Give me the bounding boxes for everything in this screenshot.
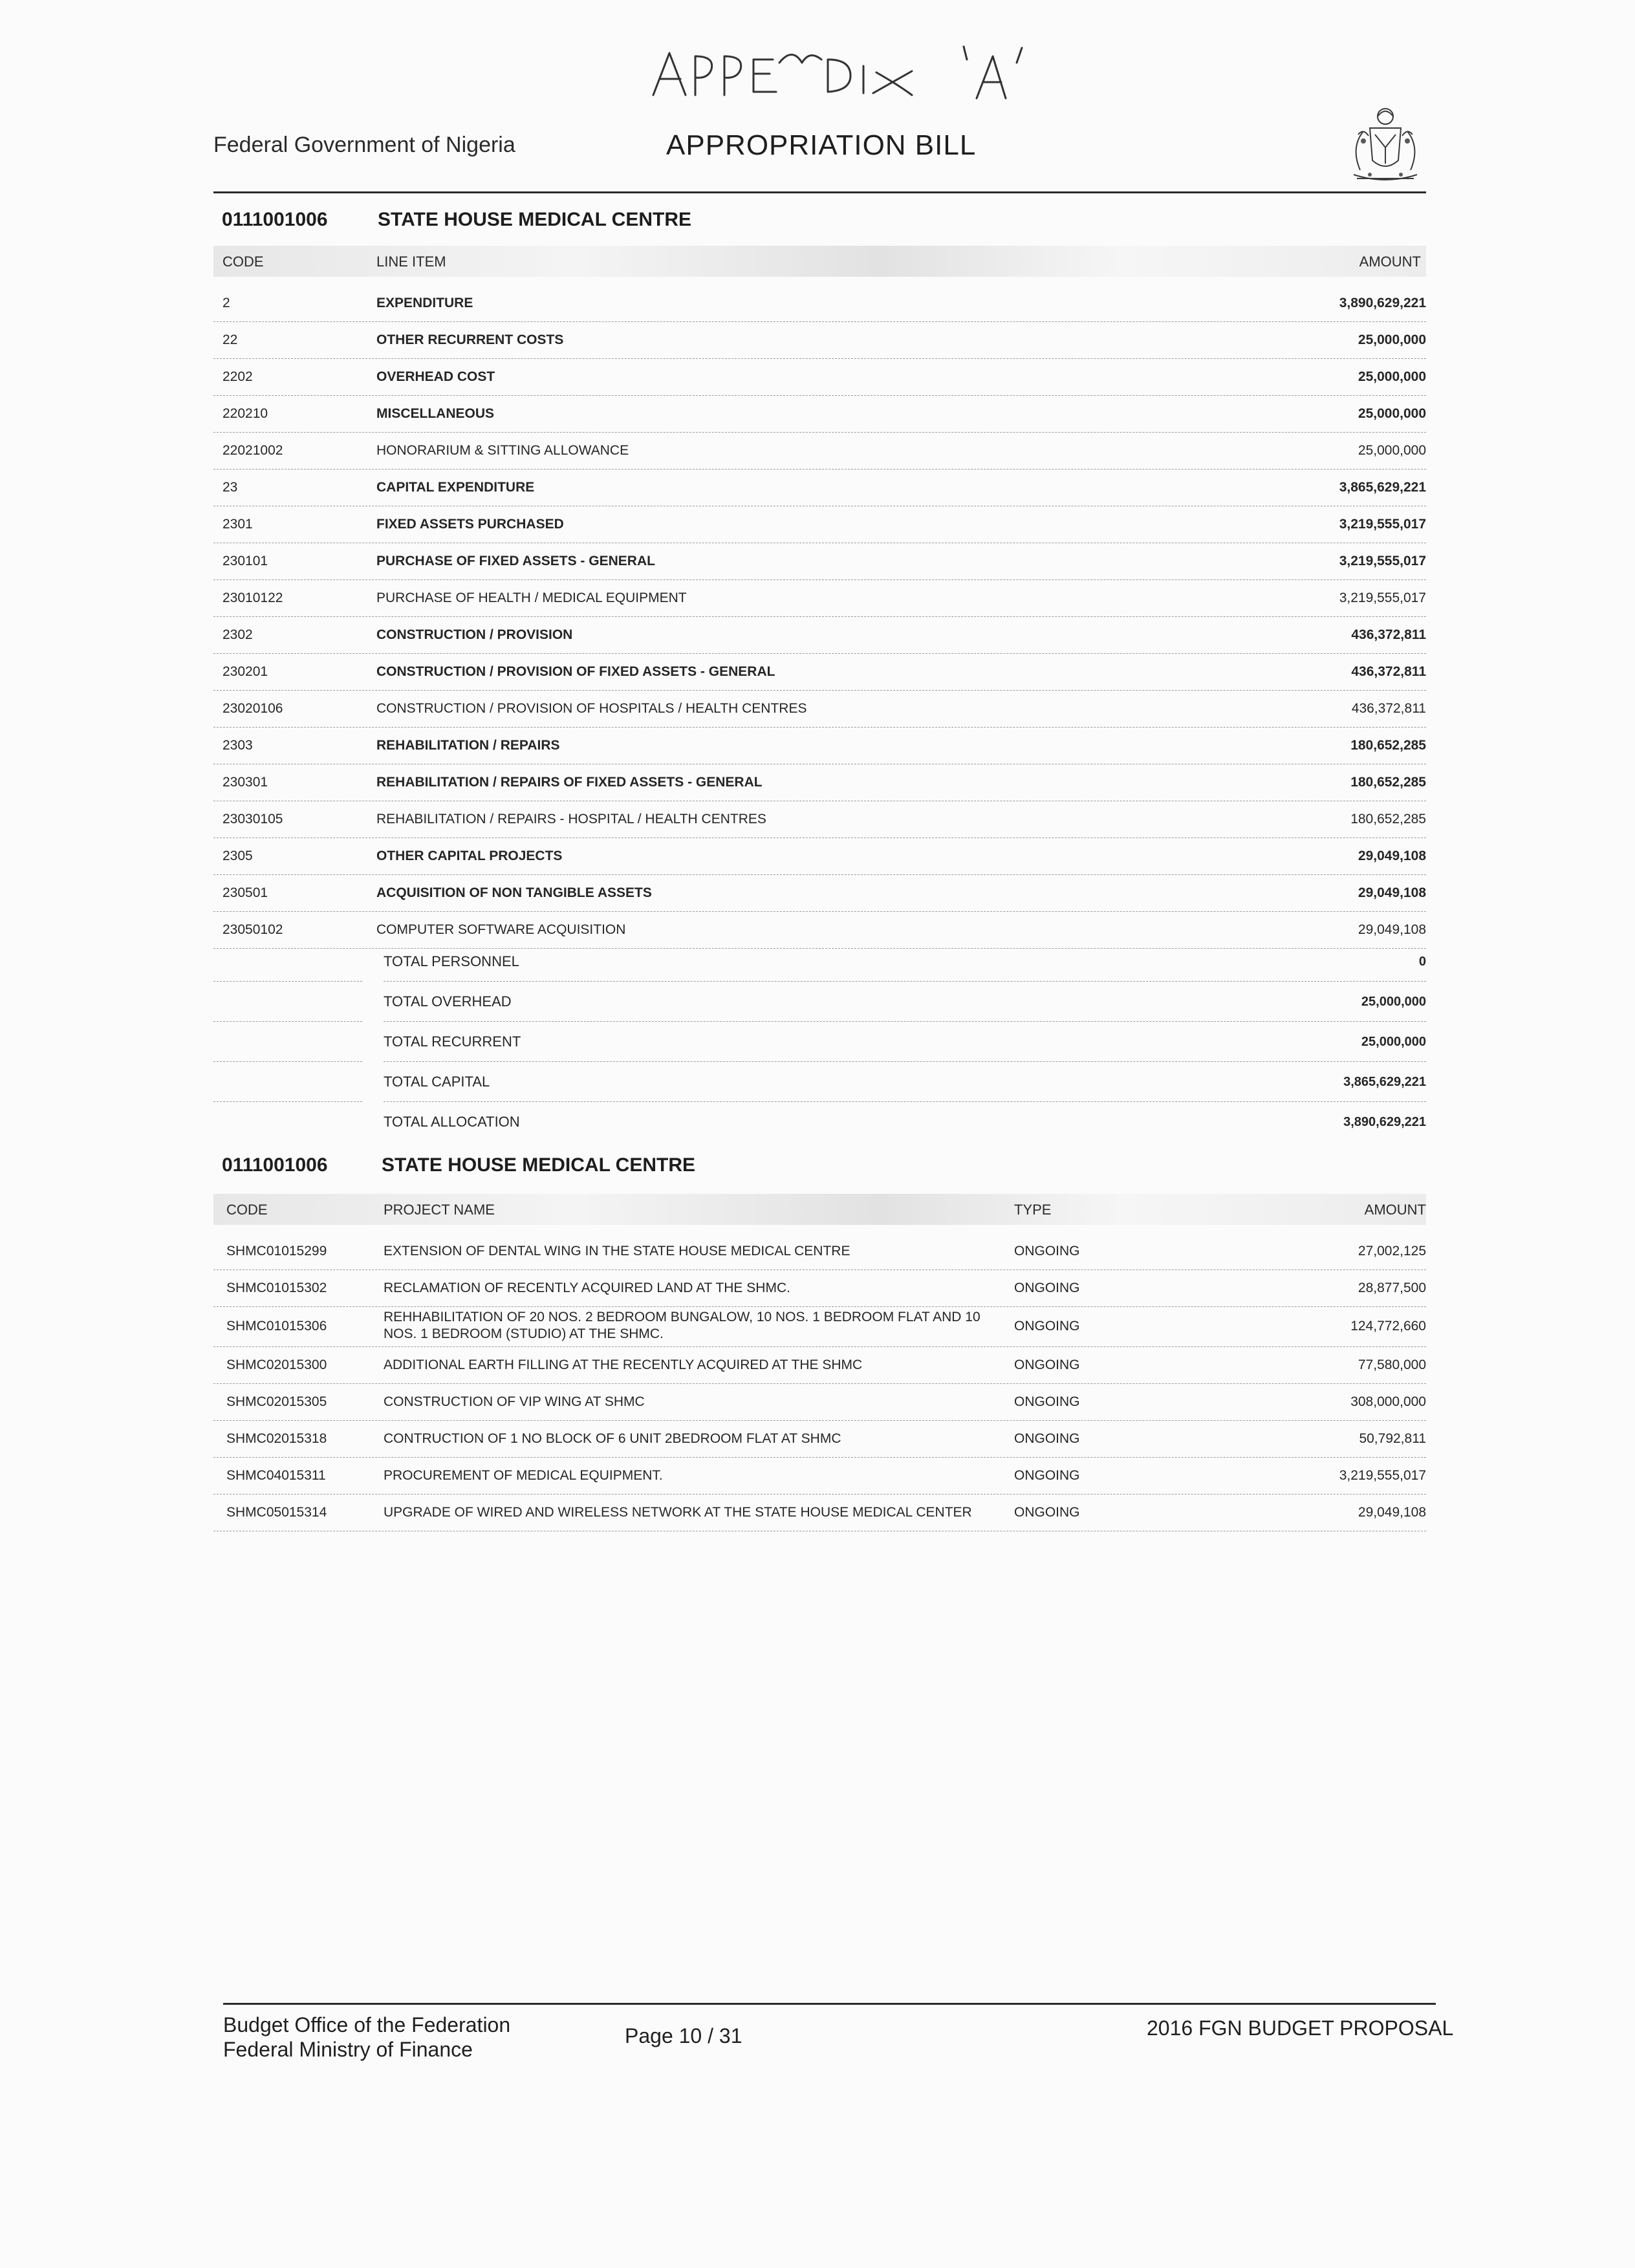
handwritten-appendix-note: [640, 34, 1093, 105]
project-type: ONGOING: [1014, 1280, 1080, 1295]
table-row: [213, 1233, 1426, 1270]
table-row: [213, 321, 1426, 359]
project-code: SHMC01015306: [226, 1319, 327, 1334]
page-title: APPROPRIATION BILL: [666, 129, 977, 161]
row-amount: 180,652,285: [1350, 812, 1426, 826]
project-amount: 3,219,555,017: [1339, 1468, 1426, 1483]
column-header-project-name: PROJECT NAME: [384, 1202, 495, 1218]
government-label: Federal Government of Nigeria: [213, 133, 515, 157]
total-row: [213, 982, 1426, 1022]
row-amount: 25,000,000: [1358, 406, 1426, 421]
row-amount: 3,219,555,017: [1339, 590, 1426, 605]
total-amount: 3,890,629,221: [1343, 1115, 1426, 1129]
project-code: SHMC01015299: [226, 1244, 327, 1258]
total-label: TOTAL PERSONNEL: [384, 953, 519, 969]
row-amount: 436,372,811: [1351, 627, 1426, 642]
row-amount: 29,049,108: [1358, 885, 1426, 900]
row-amount: 3,865,629,221: [1339, 480, 1426, 495]
footer-office-line2: Federal Ministry of Finance: [223, 2038, 473, 2061]
table-row: [213, 469, 1426, 506]
table-row: [213, 1269, 1426, 1307]
row-line-item: CONSTRUCTION / PROVISION OF HOSPITALS / HEALTH CENTRES: [376, 701, 807, 716]
total-row: [213, 942, 1426, 982]
column-header-amount: AMOUNT: [1359, 254, 1421, 270]
row-code: 2: [222, 296, 230, 310]
project-type: ONGOING: [1014, 1244, 1080, 1258]
total-label: TOTAL CAPITAL: [384, 1074, 490, 1090]
row-line-item: PURCHASE OF FIXED ASSETS - GENERAL: [376, 554, 655, 568]
project-name: UPGRADE OF WIRED AND WIRELESS NETWORK AT THE STATE HOUSE MEDICAL CENTER: [384, 1505, 972, 1520]
table-row: [213, 1383, 1426, 1421]
total-amount: 25,000,000: [1361, 995, 1426, 1009]
row-amount: 25,000,000: [1358, 443, 1426, 458]
project-type: ONGOING: [1014, 1319, 1080, 1334]
table-row: [213, 690, 1426, 728]
row-line-item: FIXED ASSETS PURCHASED: [376, 517, 564, 532]
row-code: 2202: [222, 369, 253, 384]
row-code: 230501: [222, 885, 268, 900]
footer-office-line1: Budget Office of the Federation: [223, 2013, 511, 2036]
row-amount: 436,372,811: [1351, 701, 1426, 716]
footer-proposal: 2016 FGN BUDGET PROPOSAL: [1147, 2016, 1454, 2040]
row-line-item: MISCELLANEOUS: [376, 406, 495, 421]
project-name: CONSTRUCTION OF VIP WING AT SHMC: [384, 1394, 645, 1409]
table-row: [213, 837, 1426, 875]
row-line-item: PURCHASE OF HEALTH / MEDICAL EQUIPMENT: [376, 590, 687, 605]
project-amount: 28,877,500: [1358, 1280, 1426, 1295]
total-amount: 25,000,000: [1361, 1035, 1426, 1049]
row-amount: 3,219,555,017: [1339, 554, 1426, 568]
total-amount: 3,865,629,221: [1343, 1075, 1426, 1089]
table-row: [213, 616, 1426, 654]
project-type: ONGOING: [1014, 1431, 1080, 1446]
line-item-table-header: [213, 246, 1426, 277]
total-row: [213, 1062, 1426, 1102]
table-row: [213, 1494, 1426, 1531]
table-row: [213, 1306, 1426, 1347]
row-code: 220210: [222, 406, 268, 421]
column-header-amount: AMOUNT: [1364, 1202, 1426, 1218]
table-row: [213, 506, 1426, 543]
project-type: ONGOING: [1014, 1468, 1080, 1483]
row-code: 2302: [222, 627, 253, 642]
row-amount: 436,372,811: [1351, 664, 1426, 679]
row-line-item: CONSTRUCTION / PROVISION OF FIXED ASSETS - GENERAL: [376, 664, 775, 679]
row-amount: 29,049,108: [1358, 848, 1426, 863]
page-number: Page 10 / 31: [625, 2024, 742, 2047]
row-code: 23050102: [222, 922, 283, 937]
section1-title: STATE HOUSE MEDICAL CENTRE: [378, 209, 692, 230]
project-code: SHMC02015305: [226, 1394, 327, 1409]
row-code: 2305: [222, 848, 253, 863]
row-code: 23030105: [222, 812, 283, 826]
row-code: 230101: [222, 554, 268, 568]
table-row: [213, 1346, 1426, 1384]
table-row: [213, 358, 1426, 396]
row-code: 23: [222, 480, 238, 495]
row-amount: 29,049,108: [1358, 922, 1426, 937]
project-code: SHMC04015311: [226, 1468, 326, 1483]
column-header-line-item: LINE ITEM: [376, 254, 446, 270]
project-code: SHMC05015314: [226, 1505, 327, 1520]
project-code: SHMC02015300: [226, 1357, 327, 1372]
row-line-item: OVERHEAD COST: [376, 369, 495, 384]
column-header-type: TYPE: [1014, 1202, 1052, 1218]
column-header-code: CODE: [222, 254, 264, 270]
row-code: 230301: [222, 775, 268, 790]
column-header-code: CODE: [226, 1202, 268, 1218]
project-amount: 308,000,000: [1350, 1394, 1426, 1409]
row-line-item: CONSTRUCTION / PROVISION: [376, 627, 573, 642]
row-line-item: OTHER CAPITAL PROJECTS: [376, 848, 563, 863]
total-amount: 0: [1418, 955, 1426, 969]
table-row: [213, 764, 1426, 801]
row-amount: 3,890,629,221: [1339, 296, 1426, 310]
project-name: RECLAMATION OF RECENTLY ACQUIRED LAND AT THE SHMC.: [384, 1280, 790, 1295]
table-row: [213, 727, 1426, 764]
row-line-item: EXPENDITURE: [376, 296, 473, 310]
row-amount: 25,000,000: [1358, 369, 1426, 384]
row-line-item: ACQUISITION OF NON TANGIBLE ASSETS: [376, 885, 652, 900]
section2-code: 0111001006: [222, 1154, 328, 1176]
row-line-item: CAPITAL EXPENDITURE: [376, 480, 535, 495]
row-code: 23010122: [222, 590, 283, 605]
row-code: 230201: [222, 664, 268, 679]
table-row: [213, 285, 1426, 322]
project-amount: 29,049,108: [1358, 1505, 1426, 1520]
project-amount: 50,792,811: [1359, 1431, 1426, 1446]
table-row: [213, 1420, 1426, 1458]
project-amount: 124,772,660: [1350, 1319, 1426, 1334]
total-label: TOTAL ALLOCATION: [384, 1114, 520, 1130]
project-name: ADDITIONAL EARTH FILLING AT THE RECENTLY ACQUIRED AT THE SHMC: [384, 1357, 863, 1372]
section2-title: STATE HOUSE MEDICAL CENTRE: [382, 1154, 696, 1176]
row-amount: 25,000,000: [1358, 332, 1426, 347]
project-name: REHHABILITATION OF 20 NOS. 2 BEDROOM BUNGALOW, 10 NOS. 1 BEDROOM FLAT AND 10 NOS. 1 BEDROOM (STUDIO) AT THE SHMC.: [384, 1310, 980, 1341]
row-code: 22021002: [222, 443, 283, 458]
row-amount: 180,652,285: [1350, 775, 1426, 790]
project-code: SHMC01015302: [226, 1280, 327, 1295]
total-label: TOTAL OVERHEAD: [384, 993, 512, 1010]
project-type: ONGOING: [1014, 1394, 1080, 1409]
total-label: TOTAL RECURRENT: [384, 1033, 521, 1050]
project-table-header: [213, 1194, 1426, 1225]
project-name: PROCUREMENT OF MEDICAL EQUIPMENT.: [384, 1468, 663, 1483]
row-line-item: REHABILITATION / REPAIRS - HOSPITAL / HEALTH CENTRES: [376, 812, 766, 826]
footer-rule: [223, 2003, 1436, 2005]
row-code: 23020106: [222, 701, 283, 716]
row-line-item: OTHER RECURRENT COSTS: [376, 332, 564, 347]
project-type: ONGOING: [1014, 1505, 1080, 1520]
row-code: 22: [222, 332, 238, 347]
project-type: ONGOING: [1014, 1357, 1080, 1372]
project-name: CONTRUCTION OF 1 NO BLOCK OF 6 UNIT 2BEDROOM FLAT AT SHMC: [384, 1431, 841, 1446]
footer-office: [223, 2013, 510, 2062]
table-row: [213, 874, 1426, 912]
table-row: [213, 801, 1426, 838]
row-code: 2301: [222, 517, 253, 532]
project-amount: 77,580,000: [1358, 1357, 1426, 1372]
header-rule: [213, 191, 1426, 193]
table-row: [213, 653, 1426, 691]
table-row: [213, 579, 1426, 617]
table-row: [213, 432, 1426, 470]
project-code: SHMC02015318: [226, 1431, 327, 1446]
total-row: [213, 1022, 1426, 1062]
row-amount: 180,652,285: [1350, 738, 1426, 753]
coat-of-arms-icon: [1344, 102, 1427, 188]
row-line-item: HONORARIUM & SITTING ALLOWANCE: [376, 443, 629, 458]
table-row: [213, 1457, 1426, 1495]
table-row: [213, 543, 1426, 580]
row-amount: 3,219,555,017: [1339, 517, 1426, 532]
project-amount: 27,002,125: [1358, 1244, 1426, 1258]
section1-code: 0111001006: [222, 209, 328, 230]
row-line-item: COMPUTER SOFTWARE ACQUISITION: [376, 922, 626, 937]
table-row: [213, 395, 1426, 433]
row-line-item: REHABILITATION / REPAIRS: [376, 738, 560, 753]
row-line-item: REHABILITATION / REPAIRS OF FIXED ASSETS - GENERAL: [376, 775, 763, 790]
row-code: 2303: [222, 738, 253, 753]
total-row: [213, 1102, 1426, 1142]
project-name: EXTENSION OF DENTAL WING IN THE STATE HOUSE MEDICAL CENTRE: [384, 1244, 850, 1258]
